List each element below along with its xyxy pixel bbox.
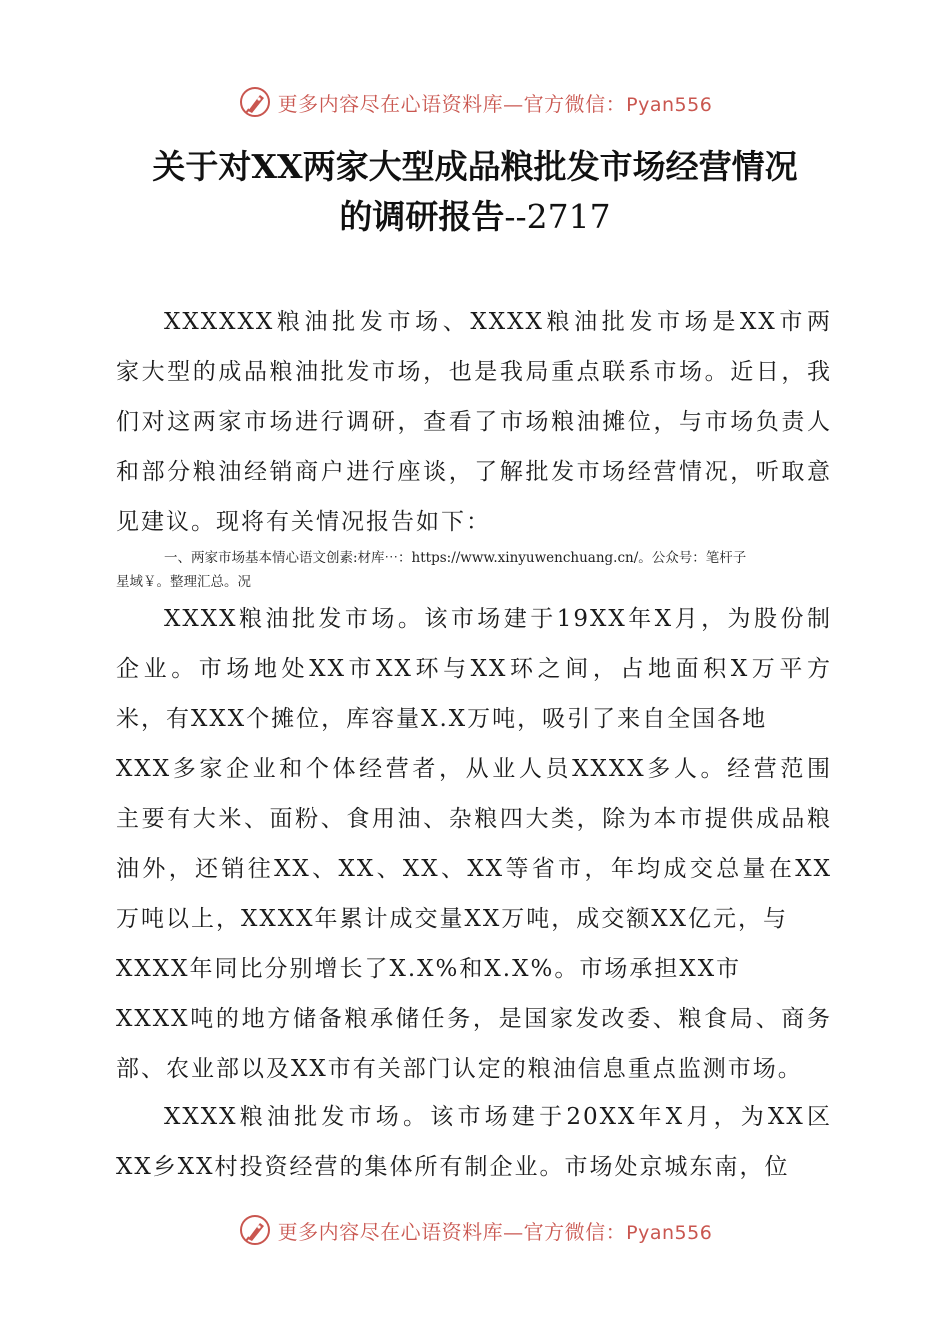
text-line: XXXX吨的地方储备粮承储任务，是国家发改委、粮食局、商务 bbox=[116, 1006, 832, 1032]
text-line: XXXXXX粮油批发市场、XXXX粮油批发市场是XX市两 bbox=[164, 309, 832, 335]
title-line-2-text: 的调研报告 bbox=[339, 197, 505, 236]
footer-watermark-banner bbox=[0, 1210, 950, 1250]
text-line: XXXX粮油批发市场。该市场建于19XX年X月，为股份制 bbox=[164, 606, 832, 632]
text-line: XXX多家企业和个体经营者，从业人员XXXX多人。经营范围 bbox=[116, 756, 832, 782]
text-line: 和部分粮油经销商户进行座谈，了解批发市场经营情况，听取意 bbox=[116, 459, 832, 485]
watermark-label: 更多内容尽在心语资料库—官方微信： bbox=[277, 1219, 627, 1244]
title-doc-number: --2717 bbox=[504, 197, 611, 236]
text-line: 部、农业部以及XX市有关部门认定的粮油信息重点监测市场。 bbox=[116, 1056, 803, 1082]
title-line-1: 关于对XX两家大型成品粮批发市场经营情况 bbox=[152, 147, 798, 186]
section-heading-note bbox=[116, 546, 832, 594]
text-line: 企业。市场地处XX市XX环与XX环之间，占地面积X万平方 bbox=[116, 656, 832, 682]
text-line: 见建议。现将有关情况报告如下： bbox=[116, 509, 491, 535]
text-line: 米，有XXX个摊位，库容量X.X万吨，吸引了来自全国各地 bbox=[116, 706, 768, 732]
note-line: 星域￥。整理汇总。况 bbox=[116, 574, 251, 590]
market-1-paragraph bbox=[116, 594, 832, 1094]
header-watermark-banner bbox=[0, 82, 950, 122]
document-title bbox=[60, 142, 890, 242]
text-line: XXXX年同比分别增长了X.X%和X.X%。市场承担XX市 bbox=[116, 956, 742, 982]
text-line: 万吨以上，XXXX年累计成交量XX万吨，成交额XX亿元，与 bbox=[116, 906, 788, 932]
text-line: 们对这两家市场进行调研，查看了市场粮油摊位，与市场负责人 bbox=[116, 409, 832, 435]
text-line: 油外，还销往XX、XX、XX、XX等省市，年均成交总量在XX bbox=[116, 856, 832, 882]
wechat-id: Pyan556 bbox=[626, 93, 713, 116]
text-line: XX乡XX村投资经营的集体所有制企业。市场处京城东南，位 bbox=[116, 1154, 790, 1180]
intro-paragraph bbox=[116, 297, 832, 547]
text-line: XXXX粮油批发市场。该市场建于20XX年X月，为XX区 bbox=[164, 1104, 832, 1130]
title-line-2 bbox=[60, 192, 890, 242]
watermark-label: 更多内容尽在心语资料库—官方微信： bbox=[277, 91, 627, 116]
text-line: 主要有大米、面粉、食用油、杂粮四大类，除为本市提供成品粮 bbox=[116, 806, 832, 832]
pen-nib-logo-icon bbox=[238, 85, 272, 119]
watermark-text bbox=[278, 88, 713, 117]
note-line: 一、两家市场基本情心语文创素:材库⋯：https://www.xinyuwenchuang.cn/。公众号：笔杆子 bbox=[164, 550, 747, 566]
wechat-id: Pyan556 bbox=[626, 1221, 713, 1244]
text-line: 家大型的成品粮油批发市场，也是我局重点联系市场。近日，我 bbox=[116, 359, 832, 385]
pen-nib-logo-icon bbox=[238, 1213, 272, 1247]
market-2-paragraph bbox=[116, 1092, 832, 1192]
watermark-text bbox=[278, 1216, 713, 1245]
